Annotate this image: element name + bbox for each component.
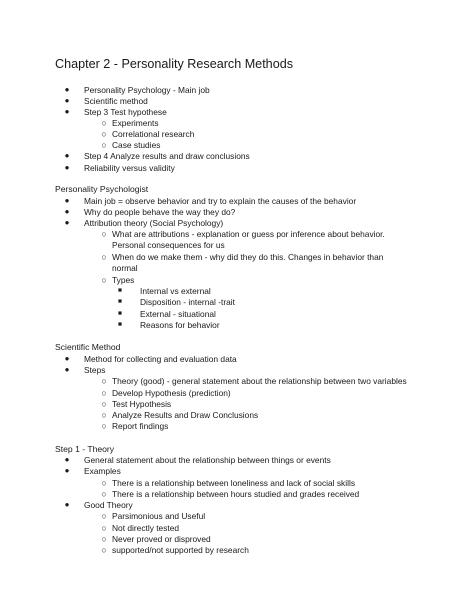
section-heading-scientific-method: Scientific Method [55,342,121,352]
list-item-continuation: normal [112,263,138,273]
list-item: Correlational research [112,129,195,139]
list-item: Method for collecting and evaluation data [84,354,237,364]
bullet-level1-icon: ● [64,218,70,227]
list-item: Reliability versus validity [84,163,175,173]
bullet-level2-icon: ○ [101,140,107,150]
bullet-level2-icon: ○ [101,410,107,420]
bullet-level2-icon: ○ [101,421,107,431]
list-item: Experiments [112,118,159,128]
list-item: General statement about the relationship between things or events [84,455,331,465]
bullet-level1-icon: ● [64,354,70,363]
bullet-level1-icon: ● [64,466,70,475]
list-item: Parsimonious and Useful [112,511,206,521]
bullet-level1-icon: ● [64,151,70,160]
list-item: Good Theory [84,500,133,510]
bullet-level1-icon: ● [64,96,70,105]
bullet-level1-icon: ● [64,107,70,116]
bullet-level2-icon: ○ [101,129,107,139]
bullet-level3-icon: ■ [118,298,122,305]
bullet-level1-icon: ● [64,196,70,205]
list-item: Report findings [112,421,169,431]
list-item: Attribution theory (Social Psychology) [84,218,224,228]
list-item: Analyze Results and Draw Conclusions [112,410,259,420]
list-item: What are attributions - explanation or guess por inference about behavior. [112,229,385,239]
list-item: Steps [84,365,106,375]
bullet-level2-icon: ○ [101,534,107,544]
list-item: Main job = observe behavior and try to explain the causes of the behavior [84,196,357,206]
list-item: Case studies [112,140,161,150]
list-item: Theory (good) - general statement about the relationship between two variables [112,376,407,386]
bullet-level2-icon: ○ [101,478,107,488]
list-item: External - situational [140,309,216,319]
bullet-level2-icon: ○ [101,511,107,521]
list-item: Internal vs external [140,286,211,296]
bullet-level2-icon: ○ [101,388,107,398]
bullet-level1-icon: ● [64,455,70,464]
bullet-level1-icon: ● [64,500,70,509]
list-item: supported/not supported by research [112,545,249,555]
bullet-level2-icon: ○ [101,376,107,386]
bullet-level2-icon: ○ [101,229,107,239]
list-item: When do we make them - why did they do this. Changes in behavior than [112,252,384,262]
bullet-level2-icon: ○ [101,399,107,409]
list-item: Why do people behave the way they do? [84,207,236,217]
page-title: Chapter 2 - Personality Research Methods [55,57,293,71]
section-heading-personality-psychologist: Personality Psychologist [55,184,149,194]
bullet-level2-icon: ○ [101,489,107,499]
bullet-level2-icon: ○ [101,275,107,285]
list-item-continuation: Personal consequences for us [112,240,225,250]
bullet-level1-icon: ● [64,365,70,374]
list-item: Not directly tested [112,523,180,533]
list-item: Scientific method [84,96,148,106]
bullet-level3-icon: ■ [118,287,122,294]
bullet-level1-icon: ● [64,207,70,216]
list-item: There is a relationship between hours studied and grades received [112,489,360,499]
bullet-level2-icon: ○ [101,545,107,555]
list-item: Step 4 Analyze results and draw conclusions [84,151,250,161]
bullet-level3-icon: ■ [118,321,122,328]
list-item: Personality Psychology - Main job [84,85,210,95]
bullet-level1-icon: ● [64,163,70,172]
bullet-level1-icon: ● [64,85,70,94]
list-item: Develop Hypothesis (prediction) [112,388,231,398]
list-item: There is a relationship between loneliness and lack of social skills [112,478,356,488]
bullet-level2-icon: ○ [101,252,107,262]
list-item: Reasons for behavior [140,320,220,330]
bullet-level2-icon: ○ [101,523,107,533]
list-item: Never proved or disproved [112,534,211,544]
list-item: Types [112,275,135,285]
bullet-level3-icon: ■ [118,310,122,317]
section-heading-step1-theory: Step 1 - Theory [55,444,115,454]
list-item: Step 3 Test hypothese [84,107,167,117]
list-item: Examples [84,466,121,476]
bullet-level2-icon: ○ [101,118,107,128]
list-item: Disposition - internal -trait [140,297,235,307]
list-item: Test Hypothesis [112,399,172,409]
